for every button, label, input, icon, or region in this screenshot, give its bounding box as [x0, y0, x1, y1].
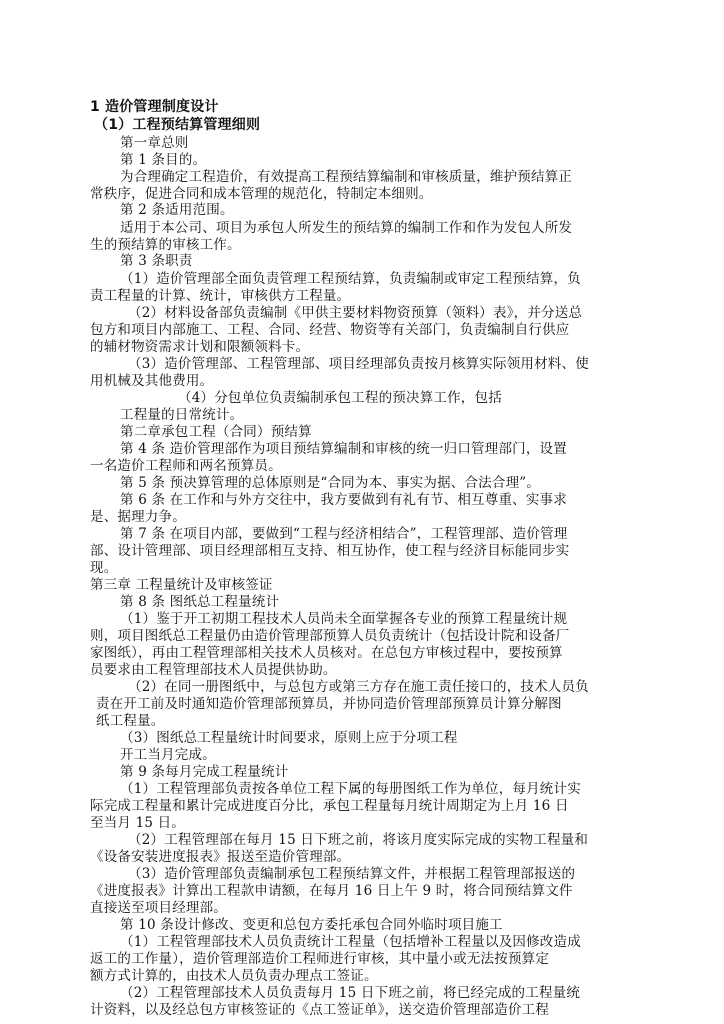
- paragraph-line: 是、据理力争。: [90, 509, 186, 525]
- paragraph-line: （1）工程管理部技术人员负责统计工程量（包括增补工程量以及因修改造成: [120, 934, 581, 950]
- section-heading: （1）工程预结算管理细则: [94, 117, 261, 133]
- paragraph-line: （2）在同一册图纸中，与总包方或第三方存在施工责任接口的，技术人员负: [128, 679, 589, 695]
- article-heading: 第 3 条职责: [120, 253, 193, 269]
- paragraph-line: 《设备安装进度报表》报送至造价管理部。: [90, 849, 351, 865]
- article-heading: 第 8 条 图纸总工程量统计: [120, 594, 280, 610]
- paragraph-line: 返工的工作量），造价管理部造价工程师进行审核，其中量小或无法按预算定: [90, 951, 550, 967]
- article-heading: 第 10 条设计修改、变更和总包方委托承包合同外临时项目施工: [120, 917, 503, 933]
- paragraph-line: 家图纸），再由工程管理部相关技术人员核对。在总包方审核过程中，要按预算: [90, 645, 563, 661]
- paragraph-line: 计资料，以及经总包方审核签证的《点工签证单》，送交造价管理部造价工程: [90, 1002, 550, 1018]
- paragraph-line: （3）造价管理部、工程管理部、项目经理部负责按月核算实际领用材料、使: [128, 356, 589, 372]
- paragraph-line: 员要求由工程管理部技术人员提供协助。: [90, 662, 337, 678]
- paragraph-line: 的辅材物资需求计划和限额领料卡。: [90, 339, 310, 355]
- paragraph-line: （2）工程管理部在每月 15 日下班之前，将该月度实际完成的实物工程量和: [128, 832, 589, 848]
- paragraph-line: 常秩序，促进合同和成本管理的规范化，特制定本细则。: [90, 186, 433, 202]
- paragraph-line: 责工程量的计算、统计，审核供方工程量。: [90, 288, 351, 304]
- paragraph-line: 际完成工程量和累计完成进度百分比，承包工程量每月统计周期定为上月 16 日: [90, 798, 569, 814]
- paragraph-line: （3）造价管理部负责编制承包工程预结算文件，并根据工程管理部报送的: [128, 866, 576, 882]
- article-heading: 第 2 条适用范围。: [120, 202, 234, 218]
- paragraph-line: 适用于本公司、项目为承包人所发生的预结算的编制工作和作为发包人所发: [120, 220, 573, 236]
- paragraph-line: 部、设计管理部、项目经理部相互支持、相互协作，使工程与经济目标能同步实: [90, 543, 570, 559]
- article-heading: 第 1 条目的。: [120, 152, 207, 168]
- paragraph-line: 用机械及其他费用。: [90, 373, 214, 389]
- paragraph-line: 纸工程量。: [96, 713, 165, 729]
- paragraph-line: 现。: [90, 560, 118, 576]
- paragraph-line: 生的预结算的审核工作。: [90, 237, 241, 253]
- paragraph-line: （4）分包单位负责编制承包工程的预决算工作，包括: [178, 390, 502, 406]
- paragraph-line: 责在开工前及时通知造价管理部预算员，并协同造价管理部预算员计算分解图: [96, 696, 562, 712]
- article-heading: 第 9 条每月完成工程量统计: [120, 764, 289, 780]
- chapter-heading: 第三章 工程量统计及审核签证: [90, 577, 273, 593]
- paragraph-line: 第 5 条 预决算管理的总体原则是“合同为本、事实为据、合法合理”。: [120, 475, 541, 491]
- paragraph-line: 工程量的日常统计。: [120, 407, 244, 423]
- paragraph-line: （2）工程管理部技术人员负责每月 15 日下班之前，将已经完成的工程量统: [120, 985, 581, 1001]
- paragraph-line: 第 6 条 在工作和与外方交往中，我方要做到有礼有节、相互尊重、实事求: [120, 492, 567, 508]
- chapter-heading: 第一章总则: [120, 135, 189, 151]
- paragraph-line: 包方和项目内部施工、工程、合同、经营、物资等有关部门，负责编制自行供应: [90, 322, 570, 338]
- chapter-heading: 第二章承包工程（合同）预结算: [120, 424, 312, 440]
- paragraph-line: （3）图纸总工程量统计时间要求，原则上应于分项工程: [120, 730, 458, 746]
- paragraph-line: （1）鉴于开工初期工程技术人员尚未全面掌握各专业的预算工程量统计规: [120, 611, 568, 627]
- paragraph-line: 则，项目图纸总工程量仍由造价管理部预算人员负责统计（包括设计院和设备厂: [90, 628, 570, 644]
- paragraph-line: 《进度报表》计算出工程款申请额，在每月 16 日上午 9 时，将合同预结算文件: [90, 883, 573, 899]
- paragraph-line: （2）材料设备部负责编制《甲供主要材料物资预算（领料）表》，并分送总: [128, 305, 583, 321]
- paragraph-line: 第 7 条 在项目内部，要做到“工程与经济相结合”，工程管理部、造价管理: [120, 526, 568, 542]
- paragraph-line: 第 4 条 造价管理部作为项目预结算编制和审核的统一归口管理部门，设置: [120, 441, 567, 457]
- paragraph-line: 一名造价工程师和两名预算员。: [90, 458, 282, 474]
- paragraph-line: 至当月 15 日。: [90, 815, 186, 831]
- paragraph-line: （1）造价管理部全面负责管理工程预结算，负责编制或审定工程预结算，负: [120, 271, 581, 287]
- paragraph-line: 直接送至项目经理部。: [90, 900, 227, 916]
- document-title: 1 造价管理制度设计: [90, 99, 219, 115]
- paragraph-line: 额方式计算的，由技术人员负责办理点工签证。: [90, 968, 378, 984]
- paragraph-line: 开工当月完成。: [120, 747, 216, 763]
- paragraph-line: （1）工程管理部负责按各单位工程下属的每册图纸工作为单位，每月统计实: [120, 781, 581, 797]
- paragraph-line: 为合理确定工程造价，有效提高工程预结算编制和审核质量，维护预结算正: [120, 169, 573, 185]
